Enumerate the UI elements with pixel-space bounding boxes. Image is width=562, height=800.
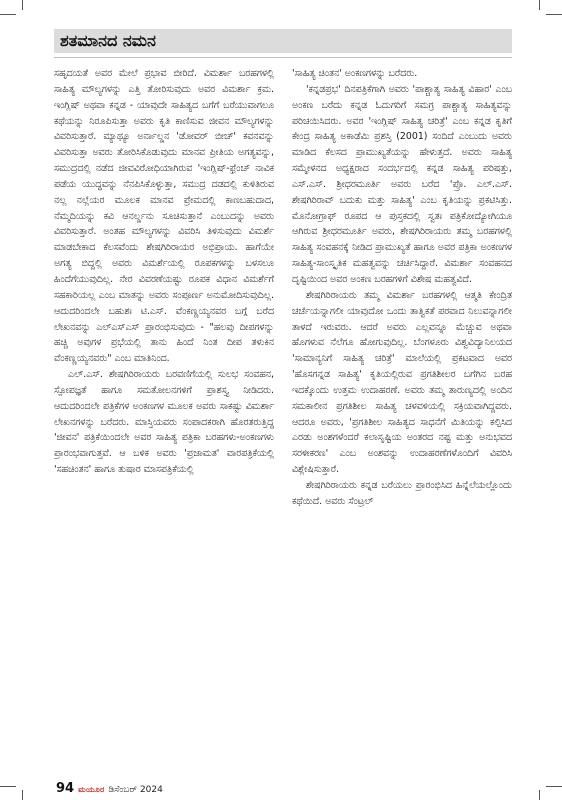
article-body: [54, 66, 512, 772]
crop-mark: [0, 14, 16, 15]
paragraph: ಸಹೃದಯತೆ ಅವರ ಮೇಲೆ ಪ್ರಭಾವ ಬೀರಿದೆ. ವಿಮರ್ಶಾ ಬರಹಗಳಲ್ಲಿ ಸಾಹಿತ್ಯ ಮೌಲ್ಯಗಳನ್ನು ಎತ್ತಿ ತೋರಿಸುವುದು ಅವರ ವಿಮರ್ಶಾ ಕ್ರಮ. ಇಂಗ್ಲಿಷ್ ಅಥವಾ ಕನ್ನಡ - ಯಾವುದೇ ಸಾಹಿತ್ಯದ ಬಗೆಗೆ ಬರೆಯುವಾಗಲೂ ಕಥೆಯನ್ನು ನಿರೂಪಿಸುತ್ತಾ ಅವರು ಕೃತಿ ಕಾಣಿಸುವ ಜೀವನ ಮೌಲ್ಯಗಳನ್ನು ವಿವರಿಸುತ್ತಾರೆ. ಮ್ಯಾಥ್ಯೂ ಅರ್ನಾಲ್ಡನ 'ಡೋವರ್ ಬೀಚ್' ಕವನವನ್ನು ವಿವರಿಸುತ್ತಾ ಅವರು ತೋರಿಸಿಕೊಡುವುದು ಮಾನವ ಪ್ರೀತಿಯ ಅಗತ್ಯವನ್ನು, ಸಮುದ್ರದಲ್ಲಿ ನಡೆದ ಜೀವವಿರೋಧಿಯಾಗಿರುವ 'ಇಂಗ್ಲಿಷ್-ಫ್ರೆಂಚ್ ನಾವಿಕ ಪಡೆಯ ಯುದ್ಧವನ್ನು ನೆನಪಿಸಿಕೊಳ್ಳುತ್ತಾ, ಸಮುದ್ರ ದಡದಲ್ಲಿ ಕುಳಿತಿರುವ ನಲ್ಲ ನಲ್ಲೆಯರ ಮೂಲಕ ಮಾನವ ಪ್ರೇಮದಲ್ಲಿ ಕಾಣಬಹುದಾದ, ನೆಮ್ಮದಿಯನ್ನು ಕವಿ ಆನರ್ಲ್ಡನು ಸೂಚಿಸುತ್ತಾನೆ ಎಂಬುದನ್ನು ಅವರು ವಿವರಿಸುತ್ತಾರೆ. ಅಂತಹ ಮೌಲ್ಯಗಳನ್ನು ವಿವರಿಸಿ ತಿಳಿಸುವುದು ವಿಮರ್ಶೆ ಮಾಡಬೇಕಾದ ಕೆಲಸವೆಂದು ಶೇಷಗಿರಿರಾಯರ ಅಭಿಪ್ರಾಯ. ಹಾಗೆಯೇ ಅಗತ್ಯ ಬಿದ್ದಲ್ಲಿ ಅವರು ವಿಮರ್ಶೆಯಲ್ಲಿ ರೂಪಕಗಳನ್ನು ಬಳಸಲೂ ಹಿಂದೆಗೆಯುವುದಿಲ್ಲ. ನೇರ ವಿವರಣೆಯಷ್ಟು ರೂಪಕ ವಿಧಾನ ವಿಮರ್ಶೆಗೆ ಸಹಕಾರಿಯಲ್ಲ ಎಂಬ ಮಾತನ್ನು ಅವರು ಸಂಪೂರ್ಣ ಅನುಮೋದಿಸುವುದಿಲ್ಲ. ಆದುದರಿಂದಲೇ ಬಹುಶಃ ಟಿ.ಎಸ್. ವೆಂಕಣ್ಣಯ್ಯನವರ ಬಗ್ಗೆ ಬರೆದ ಲೇಖನವನ್ನು ಎಲ್‌ಎಸ್‌ಎಸ್ ಪ್ರಾರಂಭಿಸುವುದು - "ಹಲವು ದೀಪಗಳನ್ನು ಹಚ್ಚಿ ಅವುಗಳ ಪ್ರಭೆಯಲ್ಲಿ ತಾನು ಹಿಂದೆ ನಿಂತ ದೀಪ ತಳುಕಿನ ವೆಂಕಣ್ಣಯ್ಯನವರು" ಎಂಬ ಮಾತಿನಿಂದ.: [54, 68, 274, 365]
issue-date: ಡಿಸೆಂಬರ್ 2024: [108, 785, 163, 795]
crop-mark: [539, 0, 540, 10]
paragraph: ಶೇಷಗಿರಿರಾಯರು ತಮ್ಮ ವಿಮರ್ಶಾ ಬರಹಗಳಲ್ಲಿ ಆತ್ಮತಿ ಕೇಂದ್ರಿತ ಚರ್ಚೆಯನ್ನಾಗಲೀ ಯಾವುದೋ ಒಂದು ತಾತ್ವಿಕತೆ ಪರವಾದ ನಿಲುವನ್ನಾಗಲೀ ತಾಳದೆ ಇರುವರು. ಆದರೆ ಅವರು ಎಲ್ಲವನ್ನೂ ಮೆಚ್ಚುವ ಅಥವಾ ಹೊಗಳುವ ನೆಲೆಗೂ ಹೋಗುವುದಿಲ್ಲ. ಬೆಂಗಳೂರು ವಿಶ್ವವಿದ್ಯಾನಿಲಯದ 'ಸಾಮಾನ್ಯನಿಗೆ ಸಾಹಿತ್ಯ ಚರಿತ್ರೆ' ಮಾಲೆಯಲ್ಲಿ ಪ್ರಕಟವಾದ ಅವರ 'ಹೊಸಗನ್ನಡ ಸಾಹಿತ್ಯ' ಕೃತಿಯಲ್ಲಿರುವ ಪ್ರಗತಿಶೀಲರ ಬಗೆಗಿನ ಬರಹ ಇದಕ್ಕೊಂದು ಉತ್ತಮ ಉದಾಹರಣೆ. ಅವರು ತಮ್ಮ ತಾರುಣ್ಯದಲ್ಲಿ ಅಂದಿನ ಸಮಕಾಲೀನ ಪ್ರಗತಿಶೀಲ ಸಾಹಿತ್ಯ ಚಳವಳಿಯಲ್ಲಿ ಸಕ್ರಿಯವಾಗಿದ್ದವರು. ಆದರೂ ಅವರು, 'ಪ್ರಗತಿಶೀಲ ಸಾಹಿತ್ಯದ ಸಾಧನೆಗೆ ಮಿತಿಯನ್ನು ಕಲ್ಪಿಸಿದ ಎರಡು ಅಂಶಗಳೆಂದರೆ ಕಲಾಸೃಷ್ಟಿಯ ಅಂತರದ ನಷ್ಟ ಮತ್ತು ಅನುಭವದ ಸರಳೀಕರಣ' ಎಂಬ ಅಂಶವನ್ನು ಉದಾಹರಣೆಗಳೊಂದಿಗೆ ವಿವರಿಸಿ ವಿಶ್ಲೇಷಿಸುತ್ತಾರೆ.: [292, 289, 512, 476]
crop-mark: [546, 786, 562, 787]
magazine-logo: ಮಯೂರ: [78, 785, 105, 794]
page-footer: [56, 781, 163, 797]
crop-mark: [539, 790, 540, 800]
text-column-right: [292, 66, 512, 772]
section-title: ಶತಮಾನದ ನಮನ: [60, 31, 156, 50]
crop-mark: [0, 786, 16, 787]
text-column-left: [54, 66, 274, 772]
paragraph: ಎಲ್.ಎಸ್. ಶೇಷಗಿರಿರಾಯರು ಬರವಣಿಗೆಯಲ್ಲಿ ಸುಲಭ ಸಂವಹನ, ಸ್ಪೋಪಜ್ಞತೆ ಹಾಗೂ ಸಮತೋಲನಗಳಿಗೆ ಪ್ರಾಶಸ್ತ್ಯ ನೀಡಿದರು. ಆದುದರಿಂದಲೇ ಪತ್ರಿಕೆಗಳ ಅಂಕಣಗಳ ಮೂಲಕ ಅವರು ಸಾಕಷ್ಟು ವಿಮರ್ಶಾ ಲೇಖನಗಳನ್ನು ಬರೆದರು. ಮಾಸ್ತಿಯವರು ಸಂಪಾದಕರಾಗಿ ಹೊರತರುತ್ತಿದ್ದ 'ಜೀವನ' ಪತ್ರಿಕೆಯಿಂದಲೇ ಅವರ ಸಾಹಿತ್ಯ ಪತ್ರಿಕಾ ಬರಹಗಳು-ಅಂಕಣಗಳು ಪ್ರಾರಂಭವಾಗುತ್ತವೆ. ಆ ಬಳಿಕ ಅವರು 'ಪ್ರಜಾಮತ' ವಾರಪತ್ರಿಕೆಯಲ್ಲಿ 'ಸಹಚಿಂತನ' ಹಾಗೂ ತುಷಾರ ಮಾಸಪತ್ರಿಕೆಯಲ್ಲಿ: [54, 369, 274, 476]
page-number: 94: [56, 781, 75, 796]
paragraph: ಶೇಷಗಿರಿರಾಯರು ಕನ್ನಡ ಬರೆಯಲು ಪ್ರಾರಂಭಿಸಿದ ಹಿನ್ನೆಲೆಯಲ್ಲೊಂದು ಕಥೆಯಿದೆ. ಅವರು ಸೆಂಟ್ರಲ್: [292, 479, 512, 507]
crop-mark: [22, 0, 23, 10]
paragraph: 'ಸಾಹಿತ್ಯ ಚಿಂತನ' ಅಂಕಣಗಳನ್ನು ಬರೆದರು.: [292, 68, 418, 79]
header-divider: [54, 57, 512, 58]
crop-mark: [22, 790, 23, 800]
paragraph: 'ಕನ್ನಡಪ್ರಭ' ದಿನಪತ್ರಿಕೆಗಾಗಿ ಅವರು 'ಪಾಶ್ಚಾತ್ಯ ಸಾಹಿತ್ಯ ವಿಹಾರ' ಎಂಬ ಅಂಕಣ ಬರೆದು ಕನ್ನಡ ಓದುಗರಿಗೆ ಸಮಗ್ರ ಪಾಶ್ಚಾತ್ಯ ಸಾಹಿತ್ಯವನ್ನು ಪರಿಚಯಿಸಿದರು. ಅವರ 'ಇಂಗ್ಲಿಷ್ ಸಾಹಿತ್ಯ ಚರಿತ್ರೆ' ಎಂಬ ಕನ್ನಡ ಕೃತಿಗೆ ಕೇಂದ್ರ ಸಾಹಿತ್ಯ ಅಕಾಡೆಮಿ ಪ್ರಶಸ್ತಿ (2001) ಸಂದಿದೆ ಎಂಬುದು ಅವರು ಮಾಡಿದ ಕೆಲಸದ ಪ್ರಾಮುಖ್ಯತೆಯನ್ನು ಹೇಳುತ್ತದೆ. ಅವರು ಸಾಹಿತ್ಯ ಸಮ್ಮೇಳನದ ಅಧ್ಯಕ್ಷರಾದ ಸಂದರ್ಭದಲ್ಲಿ ಕನ್ನಡ ಸಾಹಿತ್ಯ ಪರಿಷತ್ತು, ಎಸ್.ಎಸ್. ಶ್ರೀಧರಮೂರ್ತಿ ಅವರು ಬರೆದ 'ಪ್ರೊ. ಎಲ್.ಎಸ್. ಶೇಷಗಿರಿರಾವ್ ಬದುಕು ಮತ್ತು ಸಾಹಿತ್ಯ' ಎಂಬ ಕೃತಿಯನ್ನು ಪ್ರಕಟಿಸಿತ್ತು. ಮೊನೋಗ್ರಾಫ್ ರೂಪದ ಆ ಪುಸ್ತಕದಲ್ಲಿ ಸ್ವತಃ ಪತ್ರಿಕೋದ್ಯೋಗಿಯೂ ಆಗಿರುವ ಶ್ರೀಧರಮೂರ್ತಿ ಅವರು, ಶೇಷಗಿರಿರಾಯರು ತಮ್ಮ ಬರಹಗಳಲ್ಲಿ ಸಾಹಿತ್ಯ ಸಂವಹನಕ್ಕೆ ನೀಡಿದ ಪ್ರಾಮುಖ್ಯತೆ ಹಾಗೂ ಅವರ ಪತ್ರಿಕಾ ಅಂಕಣಗಳ ಸಾಹಿತ್ಯ-ಸಾಂಸ್ಕೃತಿಕ ಮಹತ್ವವನ್ನು ಚರ್ಚಿಸಿದ್ದಾರೆ. ವಿಮರ್ಶಾ ಸಂವಹನದ ದೃಷ್ಟಿಯಿಂದ ಅವರ ಅಂಕಣ ಬರಹಗಳಿಗೆ ವಿಶೇಷ ಮಹತ್ವವಿದೆ.: [292, 83, 512, 285]
crop-mark: [546, 14, 562, 15]
